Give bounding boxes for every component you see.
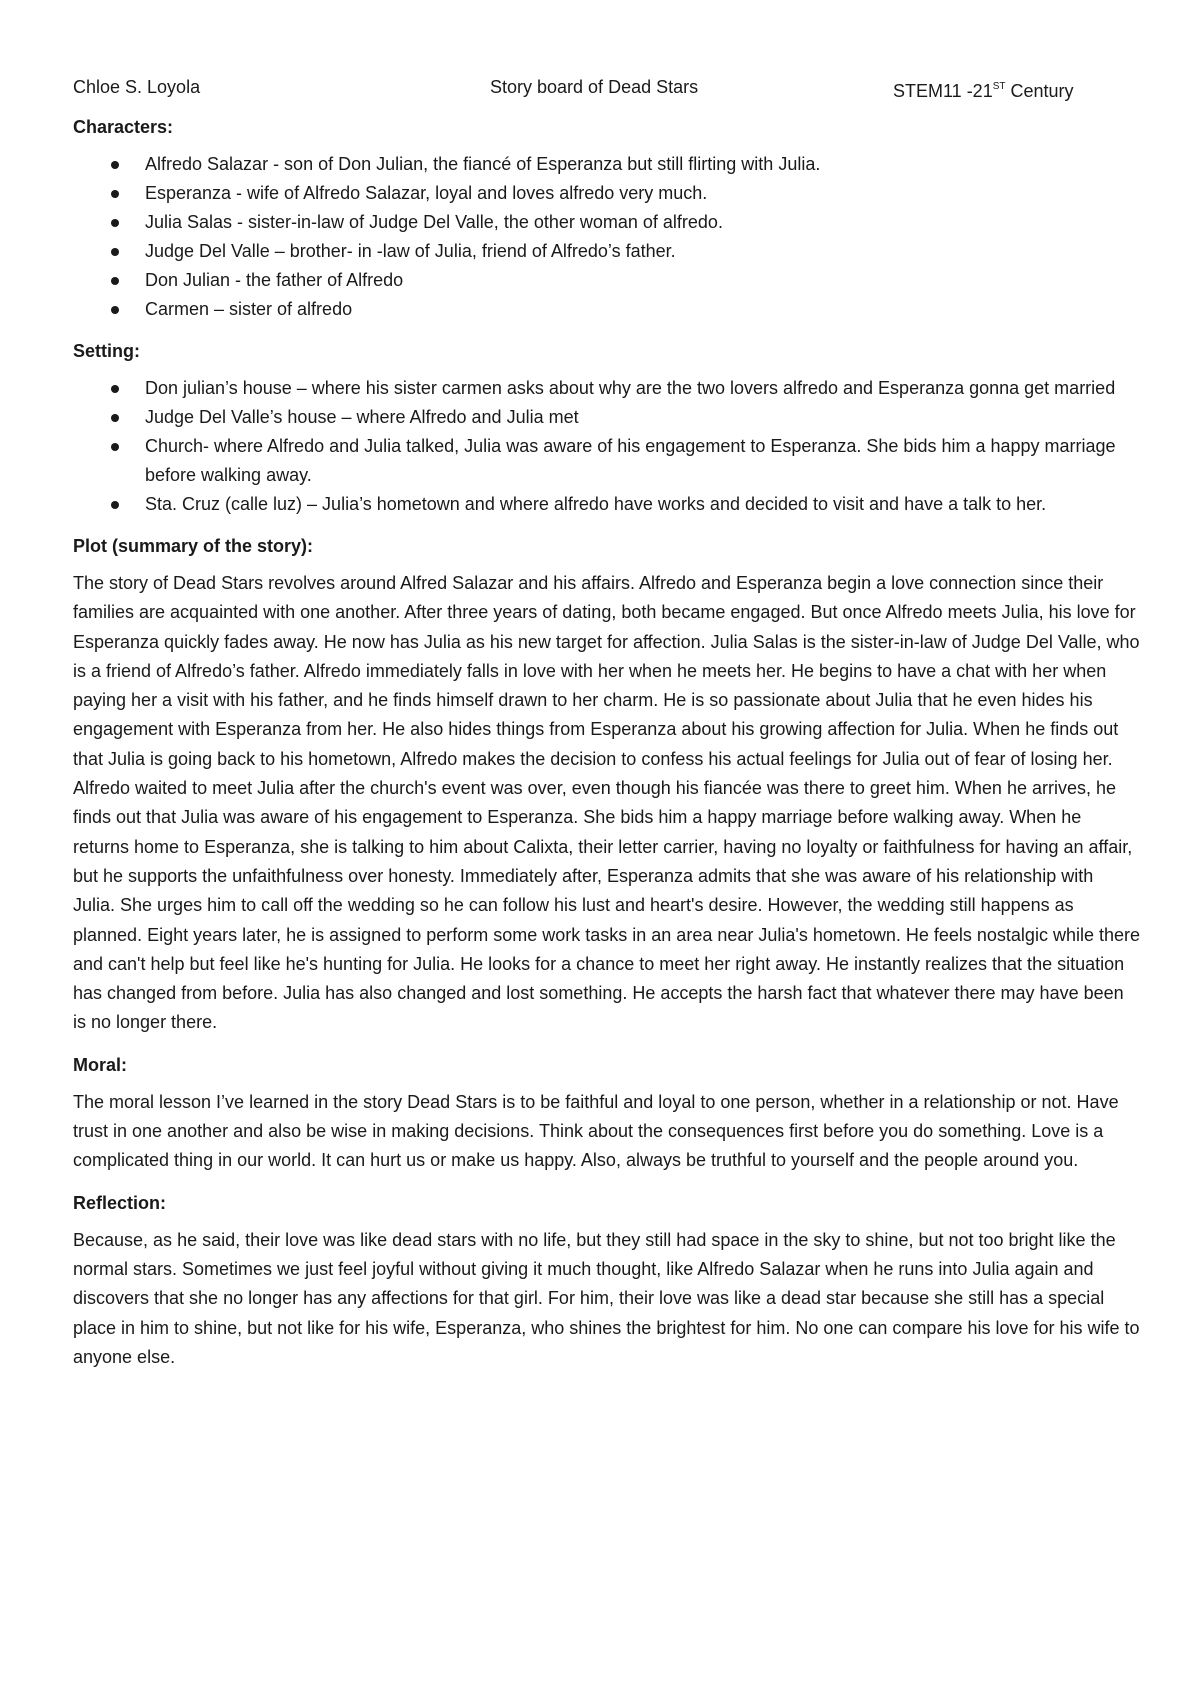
bullet-icon: [111, 161, 119, 169]
list-item: [73, 150, 1140, 179]
class-section: [893, 72, 1074, 106]
list-item-text: Sta. Cruz (calle luz) – Julia’s hometown and where alfredo have works and decided to visit and have a talk to her.: [145, 494, 1047, 514]
list-item: [73, 432, 1140, 490]
list-item-text: Judge Del Valle’s house – where Alfredo and Julia met: [145, 407, 579, 427]
setting-heading: Setting:: [73, 341, 140, 361]
moral-heading: Moral:: [73, 1054, 127, 1075]
list-item-text: Julia Salas - sister-in-law of Judge Del Valle, the other woman of alfredo.: [145, 212, 723, 232]
list-item: [73, 295, 1140, 324]
bullet-icon: [111, 385, 119, 393]
plot-paragraph: The story of Dead Stars revolves around Alfred Salazar and his affairs. Alfredo and Esperanza begin a love connection since their families are acquainted with one another. After three years of dating, both became engaged. But once Alfredo meets Julia, his love for Esperanza quickly fades away. He now has Julia as his new target for affection. Julia Salas is the sister-in-law of Judge Del Valle, who is a friend of Alfredo’s father. Alfredo immediately falls in love with her when he meets her. He begins to have a chat with her when paying her a visit with his father, and he finds himself drawn to her charm. He is so passionate about Julia that he even hides his engagement with Esperanza from her. He also hides things from Esperanza about his growing affection for Julia. When he finds out that Julia is going back to his hometown, Alfredo makes the decision to confess his actual feelings for Julia out of fear of losing her. Alfredo waited to meet Julia after the church's event was over, even though his fiancée was there to greet him. When he arrives, he finds out that Julia was aware of his engagement to Esperanza. She bids him a happy marriage before walking away. When he returns home to Esperanza, she is talking to him about Calixta, their letter carrier, having no loyalty or faithfulness for having an affair, but he supports the unfaithfulness over honesty. Immediately after, Esperanza admits that she was aware of his relationship with Julia. She urges him to call off the wedding so he can follow his lust and heart's desire. However, the wedding still happens as planned. Eight years later, he is assigned to perform some work tasks in an area near Julia's hometown. He feels nostalgic while there and can't help but feel like he's hunting for Julia. He looks for a chance to meet her right away. He instantly realizes that the situation has changed from before. Julia has also changed and lost something. He accepts the harsh fact that whatever there may have been is no longer there.: [73, 573, 1140, 1033]
list-item: [73, 266, 1140, 295]
bullet-icon: [111, 248, 119, 256]
characters-heading: Characters:: [73, 117, 174, 137]
reflection-paragraph: Because, as he said, their love was like dead stars with no life, but they still had space in the sky to shine, but not too bright like the normal stars. Sometimes we just feel joyful without giving it much thought, like Alfredo Salazar when he runs into Julia again and discovers that she no longer has any affections for that girl. For him, their love was like a dead star because she still has a special place in him to shine, but not like for his wife, Esperanza, who shines the brightest for him. No one can compare his love for his wife to anyone else.: [73, 1229, 1140, 1367]
list-item-text: Church- where Alfredo and Julia talked, Julia was aware of his engagement to Esperanza. She bids him a happy marriage before walking away.: [145, 436, 1116, 485]
list-item: [73, 237, 1140, 266]
list-item: [73, 374, 1140, 403]
setting-list: [73, 374, 1140, 519]
class-prefix: STEM11 -21: [893, 81, 993, 101]
list-item-text: Carmen – sister of alfredo: [145, 299, 353, 319]
reflection-heading: Reflection:: [73, 1192, 167, 1213]
characters-list: [73, 150, 1140, 324]
bullet-icon: [111, 277, 119, 285]
bullet-icon: [111, 219, 119, 227]
list-item-text: Don julian’s house – where his sister carmen asks about why are the two lovers alfredo and Esperanza gonna get married: [145, 378, 1116, 398]
list-item: [73, 208, 1140, 237]
list-item-text: Judge Del Valle – brother- in -law of Julia, friend of Alfredo’s father.: [145, 241, 676, 261]
list-item-text: Esperanza - wife of Alfredo Salazar, loyal and loves alfredo very much.: [145, 183, 708, 203]
document-title: Story board of Dead Stars: [490, 77, 699, 97]
list-item: [73, 179, 1140, 208]
bullet-icon: [111, 443, 119, 451]
moral-paragraph: The moral lesson I’ve learned in the story Dead Stars is to be faithful and loyal to one person, whether in a relationship or not. Have trust in one another and also be wise in making decisions. Think about the consequences first before you do something. Love is a complicated thing in our world. It can hurt us or make us happy. Also, always be truthful to yourself and the people around you.: [73, 1091, 1119, 1171]
list-item: [73, 403, 1140, 432]
bullet-icon: [111, 501, 119, 509]
page-header: [73, 72, 1140, 106]
author-name: Chloe S. Loyola: [73, 77, 201, 97]
class-suffix: Century: [1005, 81, 1074, 101]
bullet-icon: [111, 190, 119, 198]
list-item-text: Don Julian - the father of Alfredo: [145, 270, 404, 290]
list-item: [73, 490, 1140, 519]
plot-heading: Plot (summary of the story):: [73, 536, 314, 556]
bullet-icon: [111, 306, 119, 314]
bullet-icon: [111, 414, 119, 422]
class-superscript: ST: [992, 81, 1006, 92]
list-item-text: Alfredo Salazar - son of Don Julian, the fiancé of Esperanza but still flirting with Julia.: [145, 154, 821, 174]
